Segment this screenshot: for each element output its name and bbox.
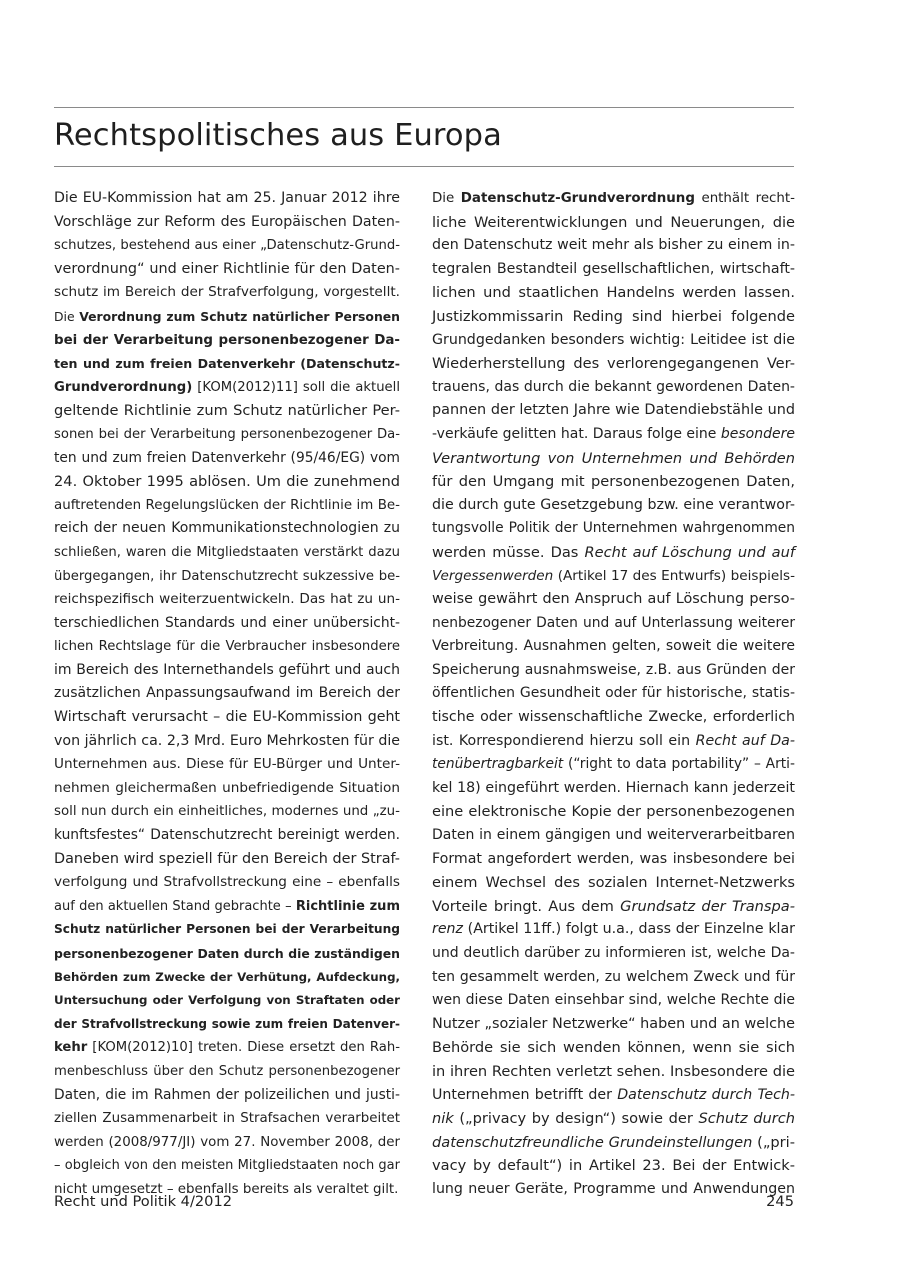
body-text-line [54, 706, 400, 730]
body-text-line [54, 1060, 400, 1084]
page-number: 245 [766, 1193, 794, 1210]
text-segment: von jährlich ca. 2,3 Mrd. Euro Mehrkosten für die [54, 732, 400, 749]
body-text-line [432, 753, 795, 777]
body-text-line [54, 211, 400, 235]
body-text-line [54, 258, 400, 282]
body-text-line [432, 187, 795, 211]
body-text-line [54, 376, 400, 400]
text-segment: Daneben wird speziell für den Bereich der Straf- [54, 850, 400, 867]
text-segment: soll nun durch ein einheitliches, modernes und „zu- [54, 804, 400, 820]
italic-text: Grundsatz der Transpa- [620, 897, 795, 915]
journal-footer: Recht und Politik 4/2012 [54, 1193, 233, 1210]
body-text-line [432, 399, 795, 423]
text-segment: Die [432, 191, 461, 206]
text-column-left [54, 187, 400, 1202]
text-segment: werden (2008/977/JI) vom 27. November 2008, der [54, 1134, 400, 1150]
body-text-line [54, 329, 400, 353]
text-segment: (“right to data portability” – Arti- [563, 756, 795, 773]
text-segment: („pri- [752, 1133, 795, 1151]
text-segment: ten und zum freien Datenverkehr (95/46/EG) vom [54, 449, 400, 466]
text-segment: Vorschläge zur Reform des Europäischen Daten- [54, 213, 400, 230]
body-text-line [54, 565, 400, 589]
text-segment: auf den aktuellen Stand gebrachte – [54, 898, 296, 914]
text-segment: tungsvolle Politik der Unternehmen wahrgenommen [432, 520, 795, 537]
text-segment: Nutzer „sozialer Netzwerke“ haben und an welche [432, 1015, 795, 1032]
body-text-line [432, 329, 795, 353]
text-segment: tegralen Bestandteil gesellschaftlichen, wirtschaft- [432, 260, 795, 277]
body-text-line [432, 800, 795, 824]
body-text-line [54, 635, 400, 659]
text-segment: reichspezifisch weiterzuentwickeln. Das hat zu un- [54, 591, 400, 608]
text-segment: die durch gute Gesetzgebung bzw. eine verantwor- [432, 496, 795, 513]
header-bottom-rule [54, 166, 794, 167]
body-text-line [54, 848, 400, 872]
body-text-line [432, 376, 795, 400]
body-text-line [54, 871, 400, 895]
header-top-rule [54, 107, 794, 108]
body-text-line [432, 1036, 795, 1060]
italic-text: Recht auf Da- [695, 732, 795, 749]
bold-text: Schutz natürlicher Personen bei der Verarbeitung [54, 922, 400, 937]
body-text-line [432, 447, 795, 471]
body-text-line [54, 1084, 400, 1108]
body-text-line [54, 730, 400, 754]
italic-text: Datenschutz durch Tech- [617, 1086, 795, 1103]
body-text-line [432, 541, 795, 565]
text-segment: verordnung“ und einer Richtlinie für den Daten- [54, 260, 400, 277]
body-text-line [432, 706, 795, 730]
text-segment: Justizkommissarin Reding sind hierbei folgende [432, 307, 795, 325]
italic-text: tenübertragbarkeit [432, 756, 564, 773]
italic-text: renz [432, 921, 464, 938]
body-text-line [432, 895, 795, 919]
body-text-line [432, 565, 795, 589]
text-segment: kel 18) eingeführt werden. Hiernach kann jederzeit [432, 779, 795, 796]
italic-text: Recht auf Löschung und auf [584, 543, 795, 561]
italic-text: Verantwortung von Unternehmen und Behörden [432, 449, 795, 467]
body-text-line [54, 447, 400, 471]
body-text-line [54, 1013, 400, 1037]
body-text-line [54, 824, 400, 848]
body-text-line [432, 305, 795, 329]
text-segment: nicht umgesetzt – ebenfalls bereits als veraltet gilt. [54, 1181, 399, 1197]
body-text-line [54, 659, 400, 683]
text-segment: 24. Oktober 1995 ablösen. Um die zunehmend [54, 473, 400, 491]
text-segment: – obgleich von den meisten Mitgliedstaaten noch gar [54, 1158, 400, 1174]
text-segment: schutzes, bestehend aus einer „Datenschutz-Grund- [54, 238, 400, 254]
body-text-line [432, 848, 795, 872]
text-segment: tische oder wissenschaftliche Zwecke, erforderlich [432, 709, 795, 726]
body-text-line [54, 281, 400, 305]
text-column-right [432, 187, 795, 1202]
bold-text: Behörden zum Zwecke der Verhütung, Aufdeckung, [54, 969, 400, 984]
body-text-line [54, 470, 400, 494]
body-text-line [432, 423, 795, 447]
text-segment: in ihren Rechten verletzt sehen. Insbesondere die [432, 1062, 795, 1080]
body-text-line [54, 1154, 400, 1178]
body-text-line [54, 541, 400, 565]
text-segment: trauens, das durch die bekannt gewordenen Daten- [432, 378, 795, 395]
text-segment: liche Weiterentwicklungen und Neuerungen, die [432, 213, 795, 231]
text-segment: Verbreitung. Ausnahmen gelten, soweit die weitere [432, 638, 795, 655]
text-segment: Daten, die im Rahmen der polizeilichen und justi- [54, 1086, 400, 1103]
bold-text: bei der Verarbeitung personenbezogener Da- [54, 332, 400, 348]
body-text-line [432, 258, 795, 282]
body-text-line [54, 187, 400, 211]
body-text-line [432, 588, 795, 612]
text-segment: für den Umgang mit personenbezogenen Daten, [432, 473, 795, 491]
italic-text: nik [432, 1110, 454, 1128]
text-segment: öffentlichen Gesundheit oder für historische, statis- [432, 685, 795, 702]
body-text-line [54, 753, 400, 777]
text-segment: -verkäufe gelitten hat. Daraus folge eine [432, 425, 721, 442]
body-text-line [54, 1107, 400, 1131]
text-segment: terschiedlichen Standards und einer unübersicht- [54, 614, 400, 631]
text-segment: verfolgung und Strafvollstreckung eine – ebenfalls [54, 874, 400, 891]
body-text-line [54, 777, 400, 801]
bold-text: kehr [54, 1040, 88, 1056]
text-segment: nenbezogener Daten und auf Unterlassung weiterer [432, 614, 795, 631]
body-text-line [432, 1084, 795, 1108]
body-text-line [432, 234, 795, 258]
body-text-line [432, 918, 795, 942]
body-text-line [54, 423, 400, 447]
text-segment: pannen der letzten Jahre wie Datendiebstähle und [432, 402, 795, 419]
body-text-line [54, 612, 400, 636]
italic-text: Schutz durch [698, 1110, 795, 1128]
text-segment: geltende Richtlinie zum Schutz natürlicher Per- [54, 402, 400, 420]
body-text-line [432, 1013, 795, 1037]
text-segment: ist. Korrespondierend hierzu soll ein [432, 732, 696, 749]
bold-text: ten und zum freien Datenverkehr (Datenschutz- [54, 356, 400, 372]
bold-text: personenbezogener Daten durch die zuständigen [54, 946, 400, 961]
body-text-line [432, 1154, 795, 1178]
bold-text: Grundverordnung) [54, 379, 193, 395]
text-segment: lichen und staatlichen Handelns werden lassen. [432, 284, 795, 302]
italic-text: besondere [720, 425, 795, 442]
text-segment: zusätzlichen Anpassungsaufwand im Bereich der [54, 685, 400, 702]
body-text-line [54, 942, 400, 966]
text-segment: wen diese Daten einsehbar sind, welche Rechte die [432, 992, 795, 1009]
body-text-line [54, 800, 400, 824]
text-segment: kunftsfestes“ Datenschutzrecht bereinigt werden. [54, 827, 400, 844]
text-segment: lung neuer Geräte, Programme und Anwendungen [432, 1180, 795, 1197]
body-text-line [54, 494, 400, 518]
text-segment: Die EU-Kommission hat am 25. Januar 2012 ihre [54, 190, 400, 206]
body-text-line [54, 234, 400, 258]
body-text-line [54, 399, 400, 423]
text-segment: Wirtschaft verursacht – die EU-Kommission geht [54, 709, 400, 726]
text-segment: den Datenschutz weit mehr als bisher zu einem in- [432, 237, 795, 254]
body-text-line [54, 305, 400, 329]
italic-text: Vergessenwerden [432, 567, 554, 584]
text-segment: Unternehmen aus. Diese für EU-Bürger und Unter- [54, 756, 400, 773]
body-text-line [432, 1060, 795, 1084]
text-segment: (Artikel 17 des Entwurfs) beispiels- [553, 567, 795, 584]
text-segment: Die [54, 308, 80, 324]
body-text-line [432, 942, 795, 966]
text-segment: schutz im Bereich der Strafverfolgung, vorgestellt. [54, 284, 400, 301]
text-segment: Vorteile bringt. Aus dem [432, 897, 621, 915]
body-text-line [432, 494, 795, 518]
body-text-line [432, 824, 795, 848]
body-text-line [54, 682, 400, 706]
body-text-line [54, 352, 400, 376]
text-segment: [KOM(2012)10] treten. Diese ersetzt den Rah- [87, 1040, 400, 1056]
bold-text: der Strafvollstreckung sowie zum freien Datenver- [54, 1016, 400, 1031]
bold-text: Datenschutz-Grundverordnung [460, 191, 695, 206]
body-text-line [432, 966, 795, 990]
body-text-line [432, 211, 795, 235]
text-segment: [KOM(2012)11] soll die aktuell [192, 379, 400, 395]
body-text-line [432, 730, 795, 754]
text-segment: Wiederherstellung des verlorengegangenen Ver- [432, 355, 795, 373]
text-segment: Speicherung ausnahmsweise, z.B. aus Gründen der [432, 661, 795, 678]
text-segment: vacy by default“) in Artikel 23. Bei der Entwick- [432, 1157, 795, 1175]
body-text-line [432, 777, 795, 801]
body-text-line [432, 1131, 795, 1155]
body-text-line [432, 517, 795, 541]
text-segment: schließen, waren die Mitgliedstaaten verstärkt dazu [54, 544, 400, 560]
body-text-line [432, 470, 795, 494]
body-text-line [54, 989, 400, 1013]
text-segment: menbeschluss über den Schutz personenbezogener [54, 1063, 400, 1079]
body-text-line [432, 871, 795, 895]
text-segment: eine elektronische Kopie der personenbezogenen [432, 803, 795, 821]
text-segment: Daten in einem gängigen und weiterverarbeitbaren [432, 827, 795, 844]
body-text-line [432, 682, 795, 706]
body-text-line [432, 635, 795, 659]
text-segment: Unternehmen betrifft der [432, 1086, 618, 1103]
body-text-line [54, 918, 400, 942]
text-segment: ten gesammelt werden, zu welchem Zweck und für [432, 968, 795, 985]
body-text-line [54, 588, 400, 612]
text-segment: weise gewährt den Anspruch auf Löschung perso- [432, 591, 795, 608]
text-segment: einem Wechsel des sozialen Internet-Netzwerks [432, 874, 795, 892]
text-segment: und deutlich darüber zu informieren ist, welche Da- [432, 945, 795, 961]
text-segment: Grundgedanken besonders wichtig: Leitidee ist die [432, 331, 795, 348]
bold-text: Verordnung zum Schutz natürlicher Personen [79, 308, 400, 324]
body-text-line [54, 895, 400, 919]
page-title: Rechtspolitisches aus Europa [54, 118, 502, 153]
body-text-line [432, 1107, 795, 1131]
text-segment: lichen Rechtslage für die Verbraucher insbesondere [54, 639, 400, 655]
body-text-line [54, 517, 400, 541]
italic-text: datenschutzfreundliche Grundeinstellungen [432, 1133, 753, 1151]
bold-text: Untersuchung oder Verfolgung von Straftaten oder [54, 993, 400, 1008]
body-text-line [432, 659, 795, 683]
text-segment: werden müsse. Das [432, 543, 585, 561]
text-segment: („privacy by design“) sowie der [453, 1110, 699, 1128]
text-segment: ziellen Zusammenarbeit in Strafsachen verarbeitet [54, 1111, 400, 1127]
text-segment: Format angefordert werden, was insbesondere bei [432, 850, 795, 867]
text-segment: im Bereich des Internethandels geführt und auch [54, 661, 400, 678]
bold-text: Richtlinie zum [295, 898, 400, 914]
body-text-line [432, 612, 795, 636]
text-segment: übergegangen, ihr Datenschutzrecht sukzessive be- [54, 568, 400, 584]
text-segment: reich der neuen Kommunikationstechnologien zu [54, 520, 400, 537]
text-segment: (Artikel 11ff.) folgt u.a., dass der Einzelne klar [463, 921, 795, 938]
body-text-line [54, 1036, 400, 1060]
body-text-line [54, 1131, 400, 1155]
body-text-line [432, 281, 795, 305]
body-text-line [54, 966, 400, 990]
text-segment: nehmen gleichermaßen unbefriedigende Situation [54, 779, 400, 796]
text-segment: enthält recht- [694, 191, 795, 206]
text-segment: sonen bei der Verarbeitung personenbezogener Da- [54, 426, 400, 442]
text-segment: auftretenden Regelungslücken der Richtlinie im Be- [54, 497, 400, 513]
text-segment: Behörde sie sich wenden können, wenn sie sich [432, 1039, 795, 1057]
body-text-line [432, 352, 795, 376]
body-text-line [432, 989, 795, 1013]
